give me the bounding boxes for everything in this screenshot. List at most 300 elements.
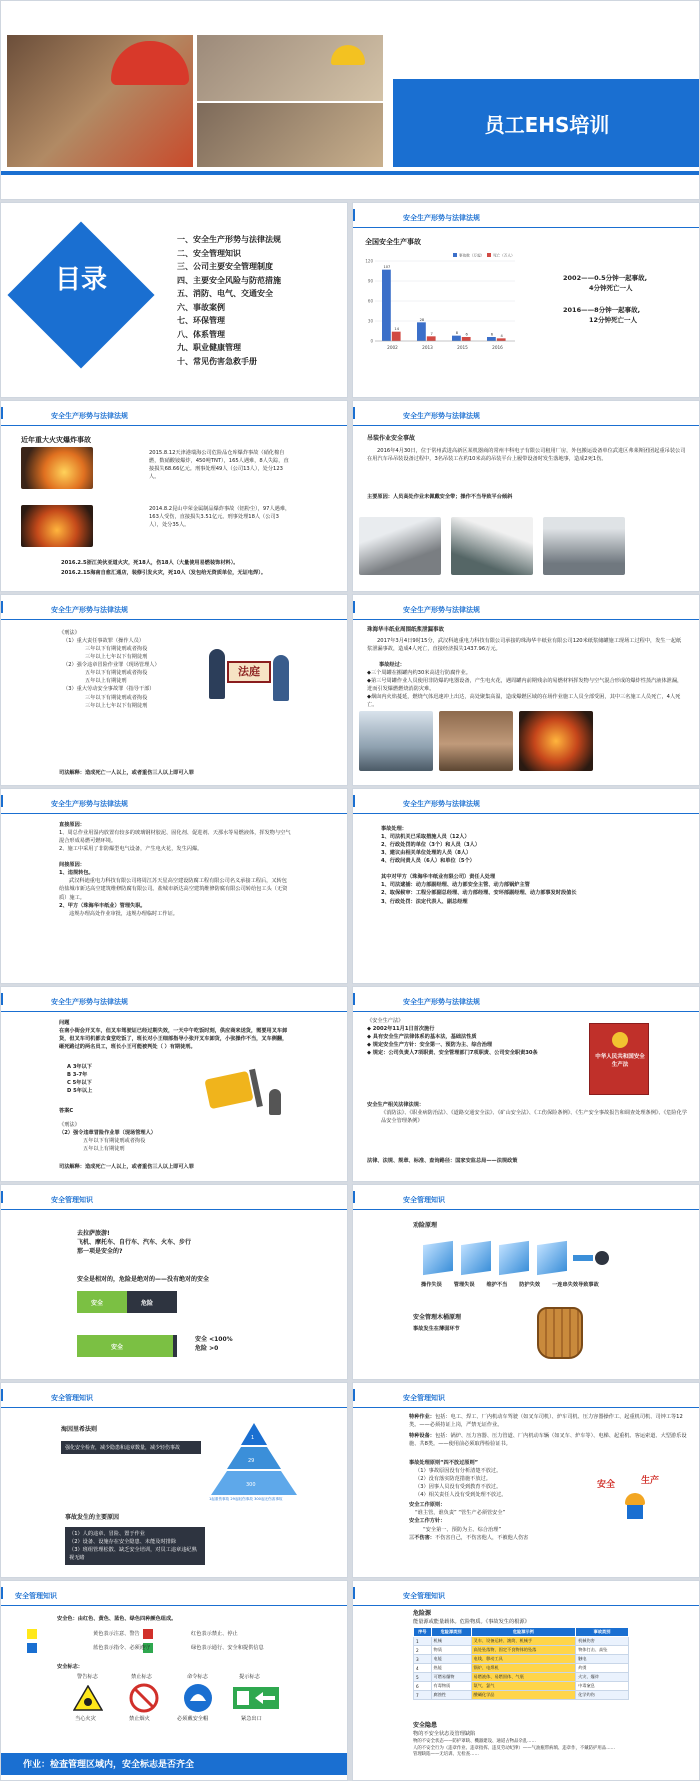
hazard-sub: 能量源或能量载体。危险物质。《事故发生的根源》	[413, 1619, 530, 1625]
zhuhai-b2: ◆第三号周罐作业人员使用非防爆的电器设备，产生电火花，遇周罐内前期残余的易燃材料挥发物与空气混合形成的爆炸性蒸汽液体泄漏，迸而引发爆燃燃烧消防灾难。	[367, 678, 683, 693]
crane-body: 2016年4月30日，位于常州武进高新区某机器商的常州丰科电子有限公司租用厂房，外包搬运设备单位武进区弗莱斯团团起重吊装公司在用汽车吊吊装设备过程中，3名吊装工在约10米高的吊装平台上履带设备时发生落地事，造成2死1伤。	[367, 448, 686, 463]
warning-fire-icon	[73, 1685, 103, 1711]
punish-text	[381, 825, 681, 906]
table-cell: 物体打击、高坠	[576, 1646, 629, 1655]
option-a[interactable]: A 3年以下	[67, 1064, 92, 1070]
toc-item[interactable]: 六、事故案例	[177, 302, 225, 312]
cause-box	[65, 1527, 205, 1565]
forklift-law	[59, 1121, 259, 1153]
question-line: 飞机、摩托车、自行车、汽车、火车、步行	[77, 1239, 192, 1246]
section-title: 安全生产形势与法律法规	[51, 412, 128, 420]
principle-heading: 三不伤害：	[409, 1534, 435, 1541]
court-sign: 法庭	[227, 661, 271, 683]
data-label: 6	[465, 332, 468, 337]
section-title: 安全生产形势与法律法规	[51, 606, 128, 614]
legend-swatch	[453, 253, 457, 257]
x-tick-label: 2002	[387, 345, 398, 350]
legend-label: 死亡（万人）	[493, 253, 515, 258]
special-desc: 包括：电工、焊工、厂内机动车驾驶（如叉车司机）、炉车司机、压力容器操作工、起重机司机、司钟工等12类。——必须持证上岗，严禁无证作业。	[409, 1414, 683, 1429]
domino-block	[461, 1241, 491, 1275]
sign-cat-command: 命令标志	[187, 1674, 208, 1680]
domino-label: 防护失效	[519, 1282, 541, 1288]
punish-heading: 事故处理：	[381, 826, 407, 832]
bar-accidents	[487, 337, 496, 341]
special-ops-slide	[352, 1382, 700, 1578]
table-cell: 机械伤害	[576, 1637, 629, 1646]
related-heading: 安全生产相关法律法规：	[367, 1102, 425, 1108]
punish-line: 1、司法逮捕：动力部副经理、动力部安全主管、动力部锅炉主管	[381, 882, 530, 889]
bar-deaths	[462, 337, 471, 341]
option-c[interactable]: C 5年以下	[67, 1080, 92, 1087]
tower-photo	[359, 711, 433, 771]
table-cell: 酸碱化学品	[471, 1691, 576, 1700]
question-line: 去拉萨旅游!	[77, 1230, 110, 1237]
forklift-text	[59, 1019, 291, 1051]
toc-item[interactable]: 九、职业健康管理	[177, 343, 241, 352]
domino-block	[537, 1241, 567, 1275]
color-red: 红色表示禁止、停止	[191, 1631, 238, 1637]
special-desc: 包括：锅炉、压力容器、压力管道、厂内机动车辆（如叉车、炉车等）、电梯、起重机、客运索道、大型游乐设施、共8类。——使用前必须取得检验证书。	[409, 1433, 687, 1448]
pyramid-1: 1	[251, 1435, 255, 1441]
table-cell: 火灾、爆炸	[576, 1673, 629, 1682]
domino-label: 一连串失效导致事故	[552, 1282, 599, 1288]
principle-item: （2）没有落实防范措施不放过。	[415, 1476, 491, 1483]
y-tick-label: 0	[370, 338, 373, 344]
ratio-text	[195, 1335, 233, 1353]
table-cell: 可燃易爆物	[431, 1673, 471, 1682]
sign-cat-hint: 提示标志	[239, 1674, 260, 1680]
table-cell: 机械	[431, 1637, 471, 1646]
fire-case-4: 2016.2.15海南自愈汇通店，装修引发火灾，死10人（发包给无资质单位，无证电焊）。	[61, 570, 267, 576]
table-cell: 高处坠落物、固定不良物体的坠落	[471, 1646, 576, 1655]
relative-statement: 安全是相对的，危险是绝对的——没有绝对的安全	[77, 1276, 210, 1283]
options	[67, 1063, 92, 1095]
hazard-table	[413, 1627, 629, 1700]
y-tick-label: 30	[367, 318, 373, 324]
bar-accidents	[417, 322, 426, 341]
bar-accidents	[382, 270, 391, 341]
table-header-row	[414, 1628, 629, 1637]
table-cell: 中毒窒息	[576, 1682, 629, 1691]
red-swatch	[143, 1629, 153, 1639]
domino-block	[499, 1241, 529, 1275]
hazard-slide	[352, 1580, 700, 1781]
option-b[interactable]: B 3-7年	[67, 1072, 88, 1079]
x-tick-label: 2013	[422, 345, 433, 350]
option-d[interactable]: D 5年以上	[67, 1088, 93, 1095]
lawbook-b1: ◆ 2002年11月1日首次施行	[367, 1026, 435, 1033]
sign-title: 安全标志：	[57, 1664, 83, 1670]
fire-case-2: 2014.8.2昆山中荣金属制品爆炸事故（铝粉尘），97人遇难，163人受伤，直接损失3.51亿元。刑事处理18人（公司3人），处分35人。	[149, 506, 291, 529]
cause-text	[59, 821, 291, 918]
blue-swatch	[27, 1643, 37, 1653]
cover-strip	[1, 171, 700, 175]
accident-dot	[595, 1251, 609, 1265]
exit-sign-icon	[233, 1687, 279, 1709]
badge-production: 生产	[641, 1476, 660, 1486]
special-text	[409, 1413, 693, 1448]
bar-safe-long	[77, 1335, 173, 1357]
cause-slide	[0, 788, 348, 984]
color-green: 绿色表示通行、安全和提供信息	[191, 1645, 264, 1651]
section-title: 安全生产形势与法律法规	[51, 800, 128, 808]
table-cell: 有毒物质	[431, 1682, 471, 1691]
table-row	[414, 1664, 629, 1673]
fire-case-1: 2015.8.12天津港瑞海公司危险品仓库爆炸事故（硝化棉自燃，数硝酸铵爆炸，450吨TNT），165人遇难，8人失踪，直接损失68.66亿元。刑事处理49人（公司13人），处分123人。	[149, 450, 289, 481]
bar-deaths	[392, 332, 401, 341]
bullet-text: 规定安全生产方针：安全第一、预防为主、综合治理	[372, 1042, 493, 1049]
lawbook-text	[367, 1017, 567, 1057]
zhuhai-sub: 事故经过：	[379, 662, 405, 668]
crane-photo-3	[543, 517, 625, 575]
cover-slide	[0, 0, 700, 200]
question-block	[77, 1229, 191, 1256]
law-list	[59, 629, 209, 710]
domino-arrow	[573, 1255, 593, 1261]
crane-photo-2	[451, 517, 533, 575]
domino-slide	[352, 1184, 700, 1380]
court-illustration	[209, 645, 289, 709]
law-sub: 五年以下有期徒刑或者拘役	[85, 670, 148, 677]
data-label: 107	[383, 265, 391, 270]
color-yellow: 黄色表示注意、警告	[93, 1631, 140, 1637]
principle-heading: 安全工作方针：	[409, 1518, 446, 1525]
crane-cause: 主要原因：人员高处作业未佩戴安全带；操作不当导致平台倾斜	[367, 494, 513, 500]
cause-heading: 间接原因：	[59, 862, 85, 869]
judge-figure	[209, 649, 225, 699]
fire-case-3: 2016.2.5浙江美伙亚道火灾，死18人，伤18人（大量使用易燃装饰材料）。	[61, 560, 239, 566]
zhuhai-slide	[352, 594, 700, 786]
sign-name-exit: 紧急出口	[241, 1716, 262, 1722]
toc-badge: 目录	[55, 265, 108, 295]
table-cell: 电能	[431, 1655, 471, 1664]
helmet-required-icon	[183, 1683, 213, 1713]
y-tick-label: 90	[367, 278, 373, 284]
law-item: （2）强令违章冒险作业罪（现场管理人）	[63, 662, 160, 669]
barrel-illustration	[537, 1307, 583, 1359]
legend-label: 事故数（万起）	[459, 253, 485, 258]
section-title: 安全管理知识	[15, 1592, 57, 1600]
punish-heading: 其中对甲方（珠海华丰纸业有限公司）责任人处理	[381, 874, 496, 881]
cause-line: 2、施工中采用了非防爆型电气设备，产生电火花，发生闪爆。	[59, 846, 203, 853]
y-tick-label: 60	[367, 298, 373, 304]
chart-note-1	[563, 273, 647, 294]
section-title: 安全生产形势与法律法规	[403, 998, 480, 1006]
pyramid-300: 300	[246, 1482, 256, 1488]
bar-deaths	[427, 336, 436, 341]
cause-line: 2、甲方（珠海华丰纸业）管理失职。	[59, 902, 146, 909]
note-line: 12分钟死亡一人	[589, 316, 638, 325]
table-row	[414, 1682, 629, 1691]
table-cell: 腐蚀性	[431, 1691, 471, 1700]
domino-row	[423, 1243, 623, 1275]
hidden-danger-list	[413, 1739, 689, 1759]
no-smoking-icon	[129, 1683, 159, 1713]
table-cell: 热能	[431, 1664, 471, 1673]
punishment-slide	[352, 788, 700, 984]
special-label: 特种作业：	[409, 1414, 435, 1420]
cause-line: 1、违规转包。	[59, 870, 94, 877]
section-title: 安全生产形势与法律法规	[403, 606, 480, 614]
data-label: 4	[500, 333, 503, 338]
domino-label: 操作失误	[421, 1282, 442, 1288]
cover-title: 员工EHS培训	[484, 113, 610, 137]
law-header: 《刑法》	[59, 630, 80, 636]
punish-line: 4、行政问责人员（6人）和单位（5个）	[381, 858, 475, 865]
danger-item: 管理缺陷——无培训、无检查……	[413, 1752, 479, 1758]
cause-heading: 直接原因：	[59, 822, 85, 828]
law-item: （2）强令违章冒险作业罪（现场管理人）	[59, 1130, 156, 1137]
danger-item: 物的不安全状态——防护罩缺、機器建设、通道占物品杂乱……	[413, 1739, 536, 1744]
chart-slide-title: 全国安全生产事故	[365, 238, 421, 246]
worker-body	[627, 1505, 643, 1519]
bar-safe-label: 安全	[91, 1300, 104, 1307]
zhuhai-b3: ◆烟囱内火焰蔓延，燃烧气体迅速冲上出达，高处聚集高温，造成爆燃区域的在场作业施工人员全部受困，其中三名施工人员死亡，4人死亡。	[367, 694, 681, 709]
forklift-footer: 司法解释：造成死亡一人以上，或者重伤三人以上即可入罪	[59, 1164, 194, 1170]
x-tick-label: 2016	[492, 345, 503, 350]
criminal-law-slide	[0, 594, 348, 786]
section-title: 安全管理知识	[403, 1196, 445, 1204]
toc-slide	[0, 202, 348, 398]
cause-line: 1、周总作业用湿内放置有较多的玻璃钢材胶泥、固化剂、促进剂、天那水等易燃液体，挥发物与空气混合形成易燃可燃环境。	[59, 830, 291, 845]
accident-bar-chart	[361, 251, 521, 357]
zhuhai-title: 珠海华丰纸业周围纸浆泄漏事故	[367, 627, 445, 633]
heinrich-slide	[0, 1382, 348, 1578]
bullet-text: 规定：公司负责人7项职责、安全管理部门7项职责、公司安全职责30条	[372, 1050, 538, 1057]
hazard-title: 危险源	[413, 1610, 432, 1617]
cause-item: （3）班组管理松散、缺乏安全培训，对员工违章违纪熟视无睹	[69, 1547, 197, 1562]
note-line: 2016——8分钟一起事故,	[563, 306, 641, 314]
bar-deaths	[497, 338, 506, 341]
barrel-sub: 事故发生在薄弱环节	[413, 1326, 460, 1332]
data-label: 6	[490, 332, 494, 337]
law-sub: 五年以下有期徒刑或者拘役	[83, 1138, 146, 1145]
pyramid-29: 29	[248, 1458, 255, 1464]
cover-photo-mid	[197, 35, 383, 101]
cause-item: （2）设备、设施存在安全隐患、未能及时排除	[69, 1539, 177, 1546]
section-title: 安全生产形势与法律法规	[403, 412, 480, 420]
bar-accidents	[452, 336, 461, 341]
punish-line: 3、行政处罚：法定代表人、副总经理	[381, 898, 468, 905]
bullet-text: 具有安全生产法律体系的基本法，基础法性质	[372, 1034, 477, 1041]
main-cause-title: 事故发生的主要原因	[65, 1514, 120, 1521]
officer-figure	[273, 655, 289, 701]
column-header: 事故类别	[576, 1628, 629, 1637]
ratio-line: 安全 <100%	[195, 1336, 233, 1343]
section-title: 安全生产形势与法律法规	[403, 800, 480, 808]
domino-label: 管理失误	[453, 1282, 475, 1288]
table-cell: 物质	[431, 1646, 471, 1655]
x-tick-label: 2015	[457, 345, 468, 350]
note-line: 2002——0.5分钟一起事故,	[563, 274, 648, 282]
relative-safety-slide	[0, 1184, 348, 1380]
table-cell: 叉车、设备运转、滚筒、机械手	[471, 1637, 576, 1646]
four-principles	[409, 1459, 589, 1542]
toc-item[interactable]: 五、消防、电气、交通安全	[177, 289, 273, 298]
zhuhai-body: 2017年3月4日9时15分，武汉科迪重电力科技有限公司承接的珠海华丰纸业有限公司120米纸浆储罐施工现场工过程中，发生一起纸浆泄漏事故，造成4人死亡，直接经济损失1437.96万元。	[367, 638, 682, 653]
sign-cat-prohibit: 禁止标志	[131, 1674, 152, 1680]
table-row	[414, 1655, 629, 1664]
column-header: 危险源类别	[431, 1628, 471, 1637]
section-title: 安全管理知识	[403, 1394, 445, 1402]
law-sub: 三年以上七年以下有期徒刑	[85, 702, 148, 709]
punish-line: 3、建议由相关单位处理的人员（8人）	[381, 850, 472, 857]
section-title: 安全管理知识	[51, 1394, 93, 1402]
table-cell: 6	[414, 1682, 432, 1691]
section-title: 安全生产形势与法律法规	[403, 214, 480, 222]
sign-cat-warning: 警告标志	[77, 1674, 98, 1680]
toc-item[interactable]: 一、安全生产形势与法律法规	[177, 235, 281, 244]
table-cell: 2	[414, 1646, 432, 1655]
heinrich-bar: 强化安全检查，减少隐患和违章数量，减少轻伤事故	[61, 1441, 201, 1454]
table-cell: 化学灼伤	[576, 1691, 629, 1700]
table-cell: 氨气、氯气	[471, 1682, 576, 1691]
law-sub: 五年以上有期徒刑	[85, 678, 127, 685]
law-name: 《安全生产法》	[367, 1018, 404, 1024]
principle-item: （4）相关责任人没有受到处理不放过。	[415, 1492, 507, 1499]
punish-line: 2、行政处罚的单位（3个）和人员（3人）	[381, 842, 481, 849]
law-item: （3）重大劳动安全事故罪（指导干部）	[63, 686, 155, 693]
principle-item: （3）因事人员没有受到教育不放过。	[415, 1484, 502, 1491]
fire-title: 近年重大火灾爆炸事故	[21, 436, 91, 444]
cause-line: 违规办理高处作业审批，违规办理临时工作证。	[69, 910, 178, 917]
safety-sign-slide	[0, 1580, 348, 1781]
table-cell: 1	[414, 1637, 432, 1646]
table-cell: 易燃液体、易燃固体、气瓶	[471, 1673, 576, 1682]
table-cell: 5	[414, 1673, 432, 1682]
danger-item: 人的不安全行为（违章作业、违章指挥、违反劳动纪律）——气油瓶带病填、违章作，不戴防护用品……	[413, 1745, 615, 1751]
bullet-text: 2002年11月1日首次施行	[372, 1026, 435, 1033]
domino-title: 劝险原理	[413, 1222, 438, 1229]
cover-photo-bottom	[197, 103, 383, 167]
special-label: 特种设备：	[409, 1433, 435, 1440]
y-tick-label: 120	[365, 258, 373, 264]
yellow-swatch	[27, 1629, 37, 1639]
sign-name-helmet: 必须戴安全帽	[177, 1716, 209, 1722]
chart-slide	[352, 202, 700, 398]
table-row	[414, 1691, 629, 1700]
table-row	[414, 1673, 629, 1682]
data-label: 7	[430, 331, 433, 336]
law-item: （1）重大责任事故罪（操作人员）	[63, 638, 145, 645]
toc-item[interactable]: 十、常见伤害急救手册	[177, 356, 257, 366]
principle-item: 不伤害自己，不伤害他人，不被他人伤害	[434, 1534, 529, 1541]
note-line: 4分钟死亡一人	[589, 284, 633, 293]
worker-figure	[269, 1089, 281, 1115]
toc-item[interactable]: 四、主要安全风险与防范措施	[177, 275, 281, 285]
punish-line: 1、司法机关已采取措施人员（12人）	[381, 834, 470, 841]
table-cell: 7	[414, 1691, 432, 1700]
question-text: 在南小街会开叉车，但叉车驾驶证已经过期失效，一天中午吃饭时刻，供应商来送货，需要用叉车卸货，但叉车司机都去食堂吃饭了，班长对小王细部指导小张开叉车卸货，小张操作不当，叉车侧翻，砸死路过的两名员工，班长小王可能被判处（ ）有期徒刑。	[59, 1028, 288, 1051]
ratio-line: 危险 >0	[195, 1345, 219, 1352]
bar-safe-long-label: 安全	[111, 1344, 124, 1351]
answer: 答案C	[59, 1108, 74, 1114]
section-title: 安全管理知识	[403, 1592, 445, 1600]
law-footer: 司法解释：造成死亡一人以上，或者重伤三人以上即可入罪	[59, 770, 194, 776]
cause-item: （1）人的违章、冒险、置于作业	[69, 1531, 145, 1537]
lawbook-b4: ◆ 规定：公司负责人7项职责、安全管理部门7项职责、公司安全职责30条	[367, 1050, 538, 1057]
table-row	[414, 1637, 629, 1646]
heinrich-title: 海因里希法则	[61, 1426, 98, 1433]
related-laws	[367, 1101, 687, 1125]
crane-title: 吊装作业安全事故	[367, 435, 416, 442]
pyramid-base: 1起重伤事故 29起轻伤事故 300起无伤害事故	[209, 1497, 283, 1501]
toc-item[interactable]: 二、安全管理知识	[177, 248, 241, 258]
law-sub: 五年以上有期徒刑	[83, 1146, 125, 1153]
safety-law-slide	[352, 986, 700, 1182]
law-sub: 三年以下有期徒刑或者拘役	[85, 646, 148, 653]
table-cell: 3	[414, 1655, 432, 1664]
law-sub: 三年以下有期徒刑或者拘役	[85, 694, 148, 701]
barrel-title: 安全管理木桶原理	[413, 1314, 462, 1321]
data-label: 14	[394, 327, 399, 332]
toc-item[interactable]: 三、公司主要安全管理制度	[177, 262, 273, 271]
related-text: 《消防法》、《职业病防治法》、《道路交通安全法》、《矿山安全法》、《工伤保险条例》、《生产安全事故报告和调查处理条例》、《危险化学品安全管理条例》	[381, 1110, 687, 1125]
tank-photo	[439, 711, 513, 771]
fire-scene-photo	[519, 711, 593, 771]
principle-item: （1）事故原因没有分析清楚不放过。	[415, 1468, 502, 1475]
question-line: 那一项是安全的?	[77, 1248, 123, 1255]
lawbook-cover	[589, 1023, 649, 1095]
question-heading: 问题	[59, 1020, 70, 1026]
toc-item[interactable]: 八、体系管理	[177, 329, 225, 339]
chart-note-2	[563, 305, 640, 326]
hidden-danger-sub: 物的不安全状态及管理缺陷	[413, 1731, 476, 1737]
toc-item[interactable]: 七、环保管理	[177, 316, 225, 325]
table-cell: 电线、移动工具	[471, 1655, 576, 1664]
lawbook-b2: ◆ 具有安全生产法律体系的基本法，基础法性质	[367, 1034, 477, 1041]
fire-slide	[0, 400, 348, 592]
explosion-photo	[21, 447, 93, 489]
data-label: 8	[455, 331, 459, 336]
color-title: 安全色：由红色、黄色、蓝色、绿色四种颜色组成。	[57, 1616, 177, 1622]
domino-labels	[421, 1281, 681, 1289]
crane-slide	[352, 400, 700, 592]
sign-name-fire: 当心火灾	[75, 1716, 96, 1722]
lawbook-b3: ◆ 规定安全生产方针：安全第一、预防为主、综合治理	[367, 1042, 493, 1049]
column-header: 序号	[414, 1628, 432, 1637]
punish-line: 2、取保候审：工程分部副总经理、动力部经理、安环部副经理、动力部事发时段值长	[381, 890, 577, 897]
zhuhai-b1: ◆三个周罐在搬罐内约30米高进行防腐作业。	[367, 670, 471, 676]
safety-production-badge	[597, 1473, 677, 1519]
bar-danger-tip	[173, 1335, 177, 1357]
section-title: 安全管理知识	[51, 1196, 93, 1204]
sign-name-smoke: 禁止烟火	[129, 1716, 150, 1722]
table-row	[414, 1646, 629, 1655]
principle-heading: 事故处理原则“四不放过原则”	[409, 1460, 479, 1466]
cause-line: 武汉科迪重电力科技有限公司将周江苏天星高空建设防腐工程有限公司名义承接工程后，又转包给盐城市新达高空建筑维修防腐有限公司。盐城市新达高空建筑维修防腐有限公司转给包工头（无资质）施工。	[59, 878, 288, 901]
crane-photo-1	[359, 517, 441, 575]
lawbook-footer: 法律、法规、规章、标准、查询路径：国家安监总局——法规政策	[367, 1158, 518, 1164]
worker-helmet	[625, 1493, 645, 1505]
bar-danger-label: 危险	[141, 1300, 154, 1307]
color-blue: 蓝色表示指令、必须遵守	[93, 1645, 151, 1651]
domino-block	[423, 1241, 453, 1275]
principle-heading: 安全工作原则：	[409, 1502, 446, 1509]
law-header: 《刑法》	[59, 1122, 80, 1128]
principle-item: “安全第一、预防为主、综合治理”	[423, 1526, 502, 1533]
forklift-illustration	[197, 1065, 287, 1119]
forklift-slide	[0, 986, 348, 1182]
badge-safety: 安全	[597, 1480, 616, 1490]
section-title: 安全生产形势与法律法规	[51, 998, 128, 1006]
column-header: 危险源示例	[471, 1628, 576, 1637]
legend-swatch	[487, 253, 491, 257]
table-cell: 灼烫	[576, 1664, 629, 1673]
domino-label: 维护不当	[486, 1282, 508, 1288]
hidden-danger-title: 安全隐患	[413, 1722, 438, 1729]
book-title: 中华人民共和国安全生产法	[595, 1054, 645, 1068]
